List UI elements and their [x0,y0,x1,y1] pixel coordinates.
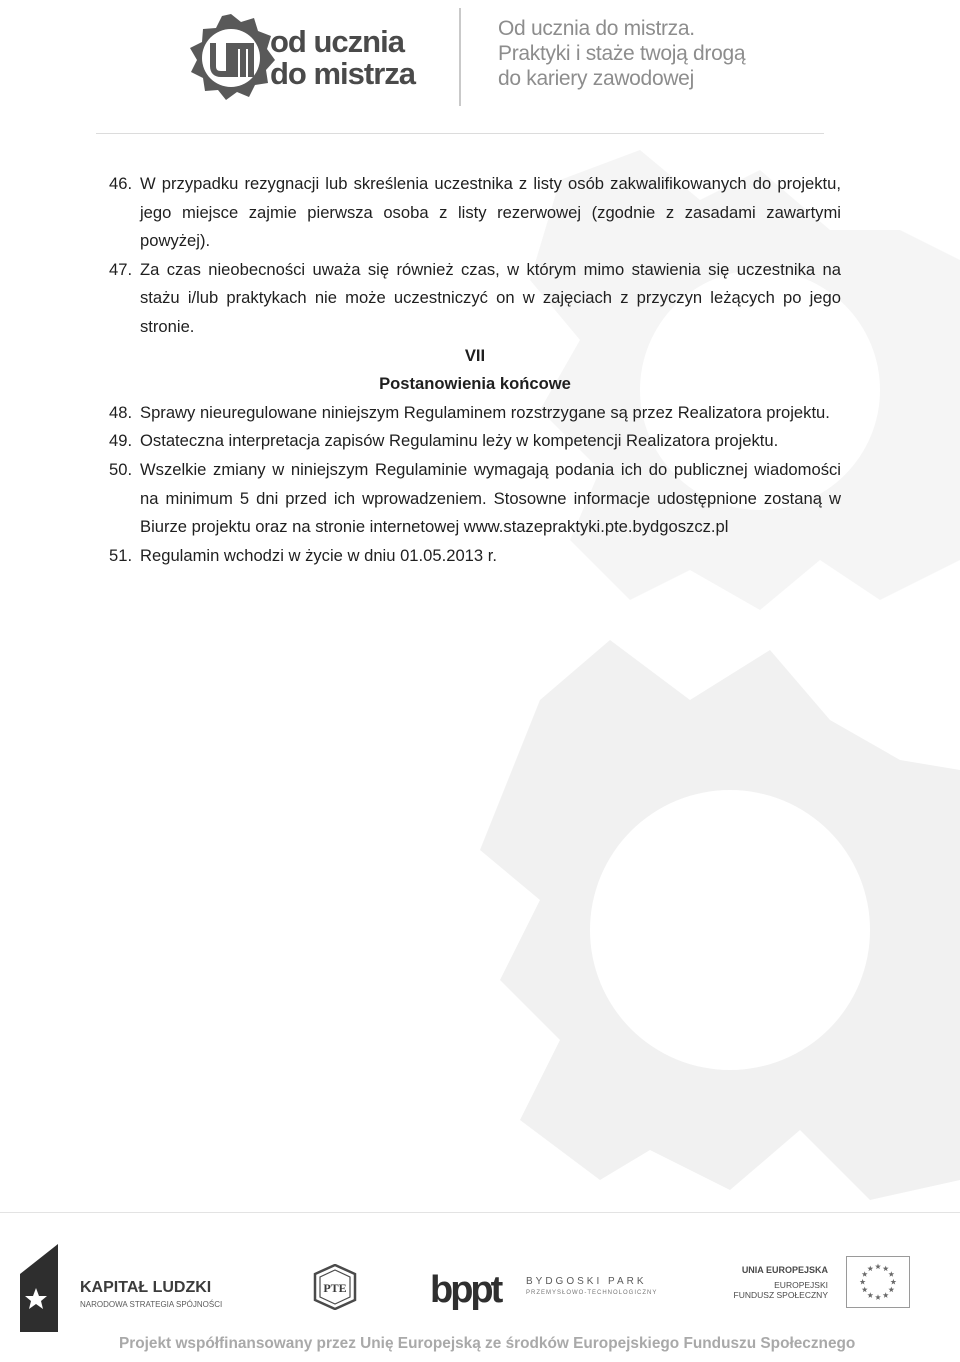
item-text: Wszelkie zmiany w niniejszym Regulaminie wymagają podania ich do publicznej wiadomości na minimum 5 dni przed ich wprowadzeniem. Stosowne informacje udostępnione zostaną w Biurze projektu oraz na stronie internetowej www.stazepraktyki.pte.bydgoszcz.pl [140,459,841,537]
odumistrza-logo-icon [186,12,276,102]
item-number: 51. [109,545,133,565]
list-item [109,170,841,256]
eu-fund-line-2: FUNDUSZ SPOŁECZNY [733,1290,828,1300]
item-number: 49. [109,431,133,451]
funding-note: Projekt współfinansowany przez Unię Europejską ze środków Europejskiego Funduszu Społecznego [119,1335,856,1352]
list-item [109,256,841,342]
footer-rule [0,1212,960,1213]
section-title: Postanowienia końcowe [379,374,571,394]
header-divider [459,8,461,106]
kapital-ludzki-subtitle: NARODOWA STRATEGIA SPÓJNOŚCI [80,1300,223,1309]
page-header [0,0,960,140]
kapital-ludzki-name: KAPITAŁ LUDZKI [80,1279,212,1296]
bppt-subtitle: PRZEMYSŁOWO-TECHNOLOGICZNY [526,1290,658,1296]
list-item [109,456,841,542]
item-number: 46. [109,174,133,193]
item-text: Sprawy nieuregulowane niniejszym Regulaminem rozstrzygane są przez Realizatora projektu. [140,402,830,422]
item-text: Ostateczna interpretacja zapisów Regulaminu leży w kompetencji Realizatora projektu. [140,431,779,451]
bppt-logo-letters: bppt [430,1269,501,1310]
list-item [109,542,841,571]
page-footer [0,1230,960,1362]
header-tagline-line-3: do kariery zawodowej [498,67,694,90]
item-number: 47. [109,259,133,279]
eu-name: UNIA EUROPEJSKA [741,1265,828,1275]
kapital-ludzki-logo-icon [16,1244,62,1332]
brand-name-line-2: do mistrza [270,56,416,91]
header-tagline-line-2: Praktyki i staże twoją drogą [498,42,746,65]
pte-logo-letters: PTE [323,1281,347,1295]
bppt-logo-icon [430,1264,522,1310]
bppt-name: BYDGOSKI PARK [526,1276,647,1287]
list-item [109,427,841,456]
section-numeral: VII [464,345,486,365]
item-text: W przypadku rezygnacji lub skreślenia uczestnika z listy osób zakwalifikowanych do projektu, jego miejsce zajmie pierwsza osoba z listy rezerwowej (zgodnie z zasadami zawartymi powyżej). [140,174,841,251]
pte-logo-icon [312,1264,358,1310]
header-rule [96,133,824,134]
list-item [109,399,841,428]
document-body [109,170,841,570]
item-text: Regulamin wchodzi w życie w dniu 01.05.2013 r. [140,545,497,565]
header-tagline-line-1: Od ucznia do mistrza. [498,17,695,40]
eu-fund-line-1: EUROPEJSKI [774,1280,828,1290]
brand-name-line-1: od ucznia [270,24,404,59]
item-number: 50. [109,459,133,479]
eu-flag-icon [846,1256,910,1308]
item-number: 48. [109,402,133,422]
item-text: Za czas nieobecności uważa się również czas, w którym mimo stawienia się uczestnika na stażu i/lub praktykach nie może uczestniczyć on w zajęciach z przyczyn leżących po jego stronie. [140,259,841,336]
